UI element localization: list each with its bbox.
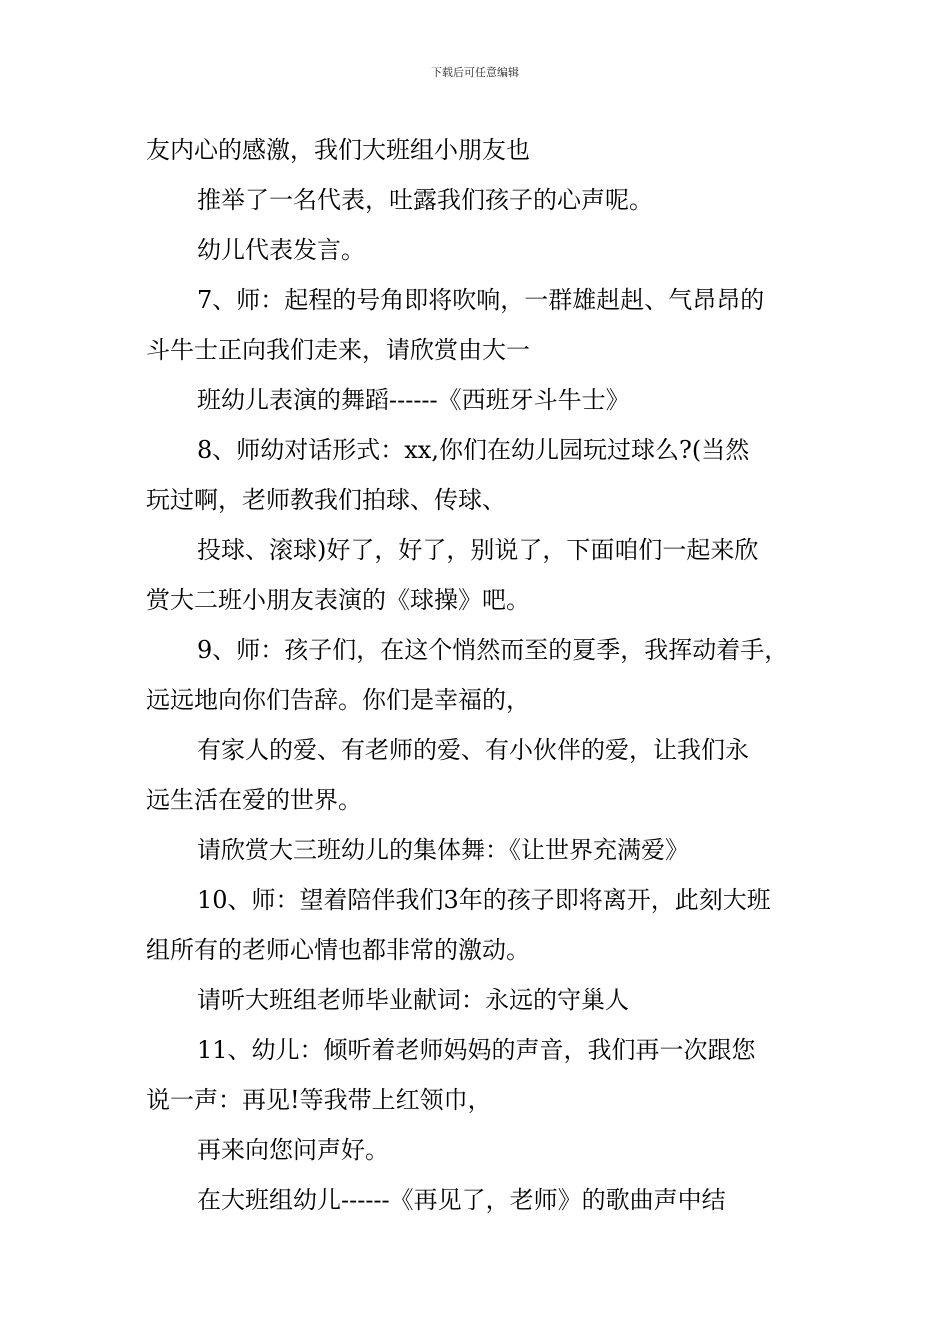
paragraph-line: 组所有的老师心情也都非常的激动。 [146, 936, 530, 964]
paragraph-line: 说一声：再见!等我带上红领巾， [146, 1086, 492, 1114]
paragraph-line: 班幼儿表演的舞蹈------《西班牙斗牛士》 [197, 386, 630, 414]
paragraph-line: 赏大二班小朋友表演的《球操》吧。 [146, 586, 530, 614]
paragraph-line: 请听大班组老师毕业献词：永远的守巢人 [197, 986, 629, 1014]
paragraph-line: 8、师幼对话形式：xx,你们在幼儿园玩过球么?(当然 [197, 436, 750, 464]
paragraph-line: 11、幼儿：倾听着老师妈妈的声音，我们再一次跟您 [197, 1036, 756, 1064]
paragraph-line: 10、师：望着陪伴我们3年的孩子即将离开，此刻大班 [197, 886, 771, 914]
paragraph-line: 远远地向你们告辞。你们是幸福的， [146, 686, 530, 714]
paragraph-line: 斗牛士正向我们走来，请欣赏由大一 [146, 336, 530, 364]
paragraph-line: 推举了一名代表，吐露我们孩子的心声呢。 [197, 186, 653, 214]
paragraph-line: 投球、滚球)好了，好了，别说了，下面咱们一起来欣 [197, 536, 759, 564]
paragraph-line: 幼儿代表发言。 [197, 236, 365, 264]
paragraph-line: 友内心的感激，我们大班组小朋友也 [146, 136, 530, 164]
paragraph-line: 玩过啊，老师教我们拍球、传球、 [146, 486, 506, 514]
page-header: 下载后可任意编辑 [431, 66, 519, 79]
paragraph-line: 在大班组幼儿------《再见了，老师》的歌曲声中结 [197, 1186, 726, 1214]
paragraph-line: 9、师：孩子们，在这个悄然而至的夏季，我挥动着手， [197, 636, 789, 664]
paragraph-line: 有家人的爱、有老师的爱、有小伙伴的爱，让我们永 [197, 736, 749, 764]
paragraph-line: 再来向您问声好。 [197, 1136, 389, 1164]
paragraph-line: 7、师：起程的号角即将吹响，一群雄赳赳、气昂昂的 [197, 286, 765, 314]
paragraph-line: 请欣赏大三班幼儿的集体舞：《让世界充满爱》 [197, 836, 689, 864]
paragraph-line: 远生活在爱的世界。 [146, 786, 362, 814]
